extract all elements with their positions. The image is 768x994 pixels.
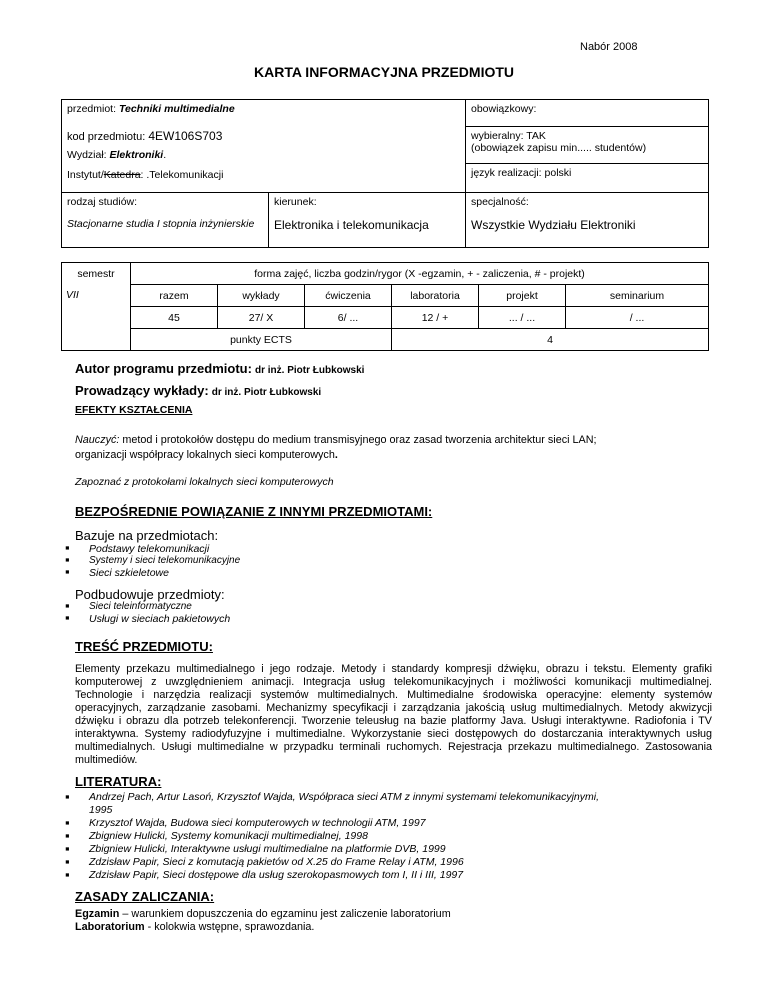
col-projekt-label: projekt xyxy=(506,289,538,302)
list-item: ▪ Zbigniew Hulicki, Systemy komunikacji multimedialnej, 1998 xyxy=(62,830,622,843)
val-cwiczenia xyxy=(305,307,392,329)
kierunek-label-cell xyxy=(269,193,466,216)
bazuje-label: Bazuje na przedmiotach: xyxy=(75,528,219,543)
rodzaj-label: rodzaj studiów: xyxy=(67,196,138,208)
col-cwiczenia xyxy=(305,285,392,307)
nauczyc-label: Nauczyć: xyxy=(75,434,120,446)
semestr-value-cell xyxy=(62,285,131,351)
list-item: ▪ Andrzej Pach, Artur Lasoń, Krzysztof Wajda, Współpraca sieci ATM z innymi systemami telekomunikacyjnymi, 1995 xyxy=(62,791,622,817)
autor-line xyxy=(75,361,364,376)
zasady-title: ZASADY ZALICZANIA: xyxy=(75,889,215,904)
obowiazkowy-label: obowiązkowy: xyxy=(471,103,537,115)
jezyk-label: język realizacji: polski xyxy=(471,167,572,179)
page-title: KARTA INFORMACYJNA PRZEDMIOTU xyxy=(253,64,515,80)
hours-table xyxy=(61,262,709,351)
forma-header xyxy=(131,263,709,285)
col-wyklady xyxy=(218,285,305,307)
prowadzacy-line xyxy=(75,383,321,398)
literatura-list xyxy=(62,791,622,882)
val-razem xyxy=(131,307,218,329)
wydzial-value: Elektroniki xyxy=(109,148,164,161)
powiazanie-title: BEZPOŚREDNIE POWIĄZANIE Z INNYMI PRZEDMIOTAMI: xyxy=(75,504,433,519)
val-razem-text: 45 xyxy=(168,311,180,324)
col-cwiczenia-label: ćwiczenia xyxy=(325,289,371,302)
lab-label: Laboratorium xyxy=(75,921,145,933)
instytut-line xyxy=(67,169,460,181)
specjalnosc-value: Wszystkie Wydziału Elektroniki xyxy=(471,218,636,232)
instytut-c: : .Telekomunikacji xyxy=(140,168,224,181)
obowiazek-label: (obowiązek zapisu min..... studentów) xyxy=(471,142,647,154)
efekty-title: EFEKTY KSZTAŁCENIA xyxy=(75,404,193,416)
col-laboratoria xyxy=(392,285,479,307)
prowadzacy-label: Prowadzący wykłady: xyxy=(75,383,209,398)
jezyk-cell xyxy=(466,164,709,193)
autor-value: dr inż. Piotr Łubkowski xyxy=(255,365,365,376)
instytut-b: Katedra xyxy=(103,168,141,181)
forma-label: forma zajęć, liczba godzin/rygor (X -egzamin, + - zaliczenia, # - projekt) xyxy=(254,267,585,280)
lab-text: - kolokwia wstępne, sprawozdania. xyxy=(144,921,315,933)
kod-label: kod przedmiotu: xyxy=(67,130,146,143)
semestr-header xyxy=(62,263,131,285)
col-laboratoria-label: laboratoria xyxy=(410,289,460,302)
kierunek-value-cell xyxy=(269,215,466,248)
list-item: ▪ Zdzisław Papir, Sieci dostępowe dla usług szerokopasmowych tom I, II i III, 1997 xyxy=(62,869,622,882)
ects-label: punkty ECTS xyxy=(230,333,292,346)
val-projekt xyxy=(479,307,566,329)
specjalnosc-label-cell xyxy=(466,193,709,216)
ects-label-cell xyxy=(131,329,392,351)
rodzaj-label-cell xyxy=(62,193,269,216)
prowadzacy-value: dr inż. Piotr Łubkowski xyxy=(211,387,322,398)
autor-label: Autor programu przedmiotu: xyxy=(75,361,252,376)
val-seminarium xyxy=(566,307,709,329)
bazuje-list xyxy=(62,543,240,579)
list-item: ▪ Podstawy telekomunikacji xyxy=(62,543,240,555)
val-laboratoria xyxy=(392,307,479,329)
list-item: ▪ Sieci szkieletowe xyxy=(62,567,240,579)
info-table xyxy=(61,99,709,248)
semestr-label: semestr xyxy=(77,267,115,280)
list-item: ▪ Systemy i sieci telekomunikacyjne xyxy=(62,555,240,567)
egzamin-text: – warunkiem dopuszczenia do egzaminu jest zaliczenie laboratorium xyxy=(119,908,451,920)
wydzial-label: Wydział: xyxy=(67,148,107,161)
zasady-block xyxy=(75,908,451,934)
podbudowuje-label: Podbudowuje przedmioty: xyxy=(75,587,225,602)
wybieralny-label: wybieralny: TAK xyxy=(471,130,546,142)
col-razem-label: razem xyxy=(159,289,189,302)
list-item: ▪ Krzysztof Wajda, Budowa sieci komputerowych w technologii ATM, 1997 xyxy=(62,817,622,830)
nauczyc-text: metod i protokołów dostępu do medium transmisyjnego oraz zasad tworzenia architektur sieci LAN; xyxy=(119,434,597,446)
col-seminarium-label: seminarium xyxy=(609,289,665,302)
instytut-a: Instytut/ xyxy=(67,168,104,181)
col-razem xyxy=(131,285,218,307)
list-item: ▪ Usługi w sieciach pakietowych xyxy=(62,613,230,625)
przedmiot-label: przedmiot: xyxy=(67,103,117,115)
zapoznac-text: Zapoznać z protokołami lokalnych sieci komputerowych xyxy=(75,476,334,488)
podbudowuje-list xyxy=(62,601,230,625)
val-laboratoria-text: 12 / + xyxy=(421,311,449,324)
specjalnosc-label: specjalność: xyxy=(471,196,529,208)
col-seminarium xyxy=(566,285,709,307)
tresc-title: TREŚĆ PRZEDMIOTU: xyxy=(75,639,213,654)
list-item: ▪ Sieci teleinformatyczne xyxy=(62,601,230,613)
kod-value: 4EW106S703 xyxy=(148,128,223,143)
obowiazkowy-cell xyxy=(466,100,709,127)
literatura-title: LITERATURA: xyxy=(75,774,162,789)
kierunek-value: Elektronika i telekomunikacja xyxy=(274,218,429,232)
nabor-label: Nabór 2008 xyxy=(580,41,638,53)
przedmiot-cell xyxy=(62,100,466,127)
val-wyklady xyxy=(218,307,305,329)
val-projekt-text: ... / ... xyxy=(508,311,536,324)
egzamin-label: Egzamin xyxy=(75,908,120,920)
przedmiot-value: Techniki multimedialne xyxy=(118,103,235,115)
ects-value: 4 xyxy=(547,333,553,346)
list-item: ▪ Zdzisław Papir, Sieci z komutacją pakietów od X.25 do Frame Relay i ATM, 1996 xyxy=(62,856,622,869)
rodzaj-value-cell xyxy=(62,215,269,248)
ects-value-cell xyxy=(392,329,709,351)
val-wyklady-text: 27/ X xyxy=(248,311,274,324)
semestr-value: VII xyxy=(66,288,79,301)
tresc-text: Elementy przekazu multimedialnego i jego rodzaje. Metody i standardy kompresji dźwięku, obrazu i tekstu. Elementy grafiki komputerowej z uwzględnieniem animacji. Integracja usług telekomunikacyjnych i możliwości komunikacji multimedialnej. Technologie i narzędzia realizacji systemów multimedialnych. Multimedialne środowiska operacyjne: elementy systemów operacyjnych, zarządzanie zasobami. Mechanizmy specyfikacji i zarządzania jakością usług multimedialnych. Metody akwizycji dźwięku i obrazu dla potrzeb telekonferencji. Tworzenie teleusług na bazie platformy Java. Usługi interaktywne. Radiofonia i TV interaktywna. Systemy radiodyfuzyjne i multimedialne. Wykorzystanie sieci dostępowych do dostarczania interaktywnych usług multimedialnych. Usługi multimedialne w przypadku terminali ruchomych. Rejestracja przekazu multimedialnego. Zastosowania multimediów. xyxy=(75,663,712,766)
wybieralny-cell xyxy=(466,127,709,164)
val-cwiczenia-text: 6/ ... xyxy=(337,311,359,324)
kod-cell: kod przedmiotu: 4EW106S703 Wydział: Elektroniki. Instytut/Katedra: .Telekomunikacji xyxy=(62,127,466,193)
col-projekt xyxy=(479,285,566,307)
specjalnosc-value-cell xyxy=(466,215,709,248)
val-seminarium-text: / ... xyxy=(629,311,645,324)
nauczyc-block: Nauczyć: metod i protokołów dostępu do medium transmisyjnego oraz zasad tworzenia architektur sieci LAN; organizacji współpracy lokalnych sieci komputerowych. xyxy=(75,434,597,461)
nauczyc-text2: organizacji współpracy lokalnych sieci komputerowych xyxy=(75,449,335,461)
kierunek-label: kierunek: xyxy=(274,196,317,208)
col-wyklady-label: wykłady xyxy=(242,289,280,302)
rodzaj-value: Stacjonarne studia I stopnia inżynierskie xyxy=(67,218,255,230)
list-item: ▪ Zbigniew Hulicki, Interaktywne usługi multimedialne na platformie DVB, 1999 xyxy=(62,843,622,856)
